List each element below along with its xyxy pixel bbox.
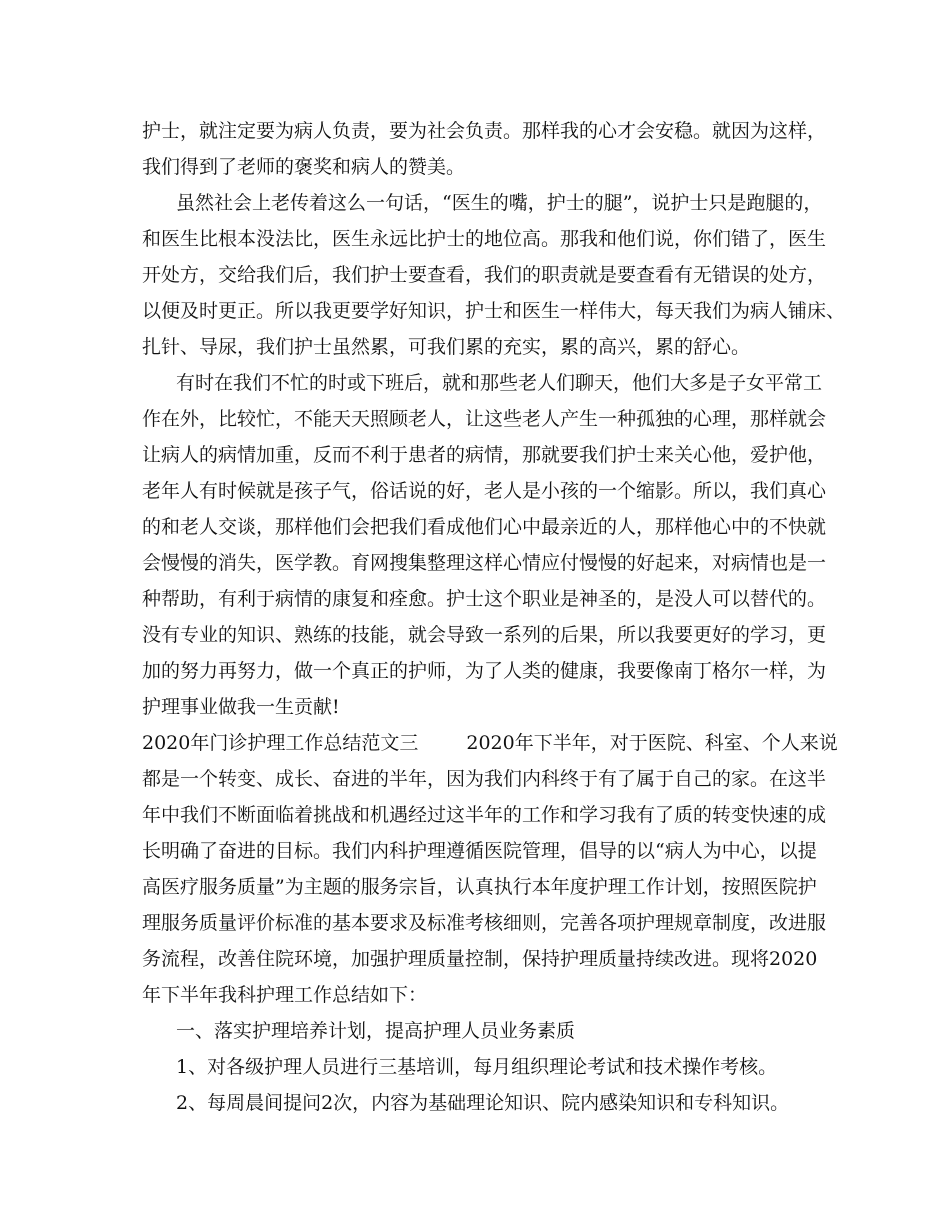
text-line: 都是一个转变、成长、奋进的半年，因为我们内科终于有了属于自己的家。在这半 bbox=[142, 768, 827, 790]
text-line: 有时在我们不忙的时或下班后，就和那些老人们聊天，他们大多是子女平常工 bbox=[176, 372, 823, 394]
text-line: 高医疗服务质量”为主题的服务宗旨，认真执行本年度护理工作计划，按照医院护 bbox=[142, 876, 817, 898]
text-line: 以便及时更正。所以我更要学好知识，护士和医生一样伟大，每天我们为病人铺床、 bbox=[142, 300, 846, 322]
text-line: 长明确了奋进的目标。我们内科护理遵循医院管理，倡导的以“病人为中心，以提 bbox=[142, 840, 817, 862]
text-line: 老年人有时候就是孩子气，俗话说的好，老人是小孩的一个缩影。所以，我们真心 bbox=[142, 480, 827, 502]
text-line: 1、对各级护理人员进行三基培训，每月组织理论考试和技术操作考核。 bbox=[176, 1056, 778, 1078]
text-line: 2、每周晨间提问2次，内容为基础理论知识、院内感染知识和专科知识。 bbox=[176, 1092, 790, 1114]
text-line: 和医生比根本没法比，医生永远比护士的地位高。那我和他们说，你们错了，医生 bbox=[142, 228, 827, 250]
text-line: 护理事业做我一生贡献! bbox=[142, 696, 340, 718]
text-line: 2020年下半年，对于医院、科室、个人来说 bbox=[466, 732, 838, 754]
text-line: 加的努力再努力，做一个真正的护师，为了人类的健康，我要像南丁格尔一样，为 bbox=[142, 660, 827, 682]
text-line: 年中我们不断面临着挑战和机遇经过这半年的工作和学习我有了质的转变快速的成 bbox=[142, 804, 827, 826]
text-line: 种帮助，有利于病情的康复和痊愈。护士这个职业是神圣的，是没人可以替代的。 bbox=[142, 588, 827, 610]
section-title-line bbox=[142, 732, 838, 754]
text-line: 扎针、导尿，我们护士虽然累，可我们累的充实，累的高兴，累的舒心。 bbox=[142, 336, 751, 358]
text-line: 务流程，改善住院环境，加强护理质量控制，保持护理质量持续改进。现将2020 bbox=[142, 948, 818, 970]
text-line: 虽然社会上老传着这么一句话，“医生的嘴，护士的腿”，说护士只是跑腿的， bbox=[176, 192, 823, 214]
text-line: 一、落实护理培养计划，提高护理人员业务素质 bbox=[176, 1020, 576, 1042]
text-line: 我们得到了老师的褒奖和病人的赞美。 bbox=[142, 156, 466, 178]
text-line: 年下半年我科护理工作总结如下： bbox=[142, 984, 428, 1006]
text-line: 理服务质量评价标准的基本要求及标准考核细则，完善各项护理规章制度，改进服 bbox=[142, 912, 827, 934]
text-line: 作在外，比较忙，不能天天照顾老人，让这些老人产生一种孤独的心理，那样就会 bbox=[142, 408, 827, 430]
text-line: 的和老人交谈，那样他们会把我们看成他们心中最亲近的人，那样他心中的不快就 bbox=[142, 516, 827, 538]
text-line: 没有专业的知识、熟练的技能，就会导致一系列的后果，所以我要更好的学习，更 bbox=[142, 624, 827, 646]
text-line: 护士，就注定要为病人负责，要为社会负责。那样我的心才会安稳。就因为这样， bbox=[142, 120, 827, 142]
text-line: 会慢慢的消失，医学教。育网搜集整理这样心情应付慢慢的好起来，对病情也是一 bbox=[142, 552, 827, 574]
section-title: 2020年门诊护理工作总结范文三 bbox=[142, 732, 419, 754]
text-line: 让病人的病情加重，反而不利于患者的病情，那就要我们护士来关心他，爱护他， bbox=[142, 444, 827, 466]
text-line: 开处方，交给我们后，我们护士要查看，我们的职责就是要查看有无错误的处方， bbox=[142, 264, 827, 286]
